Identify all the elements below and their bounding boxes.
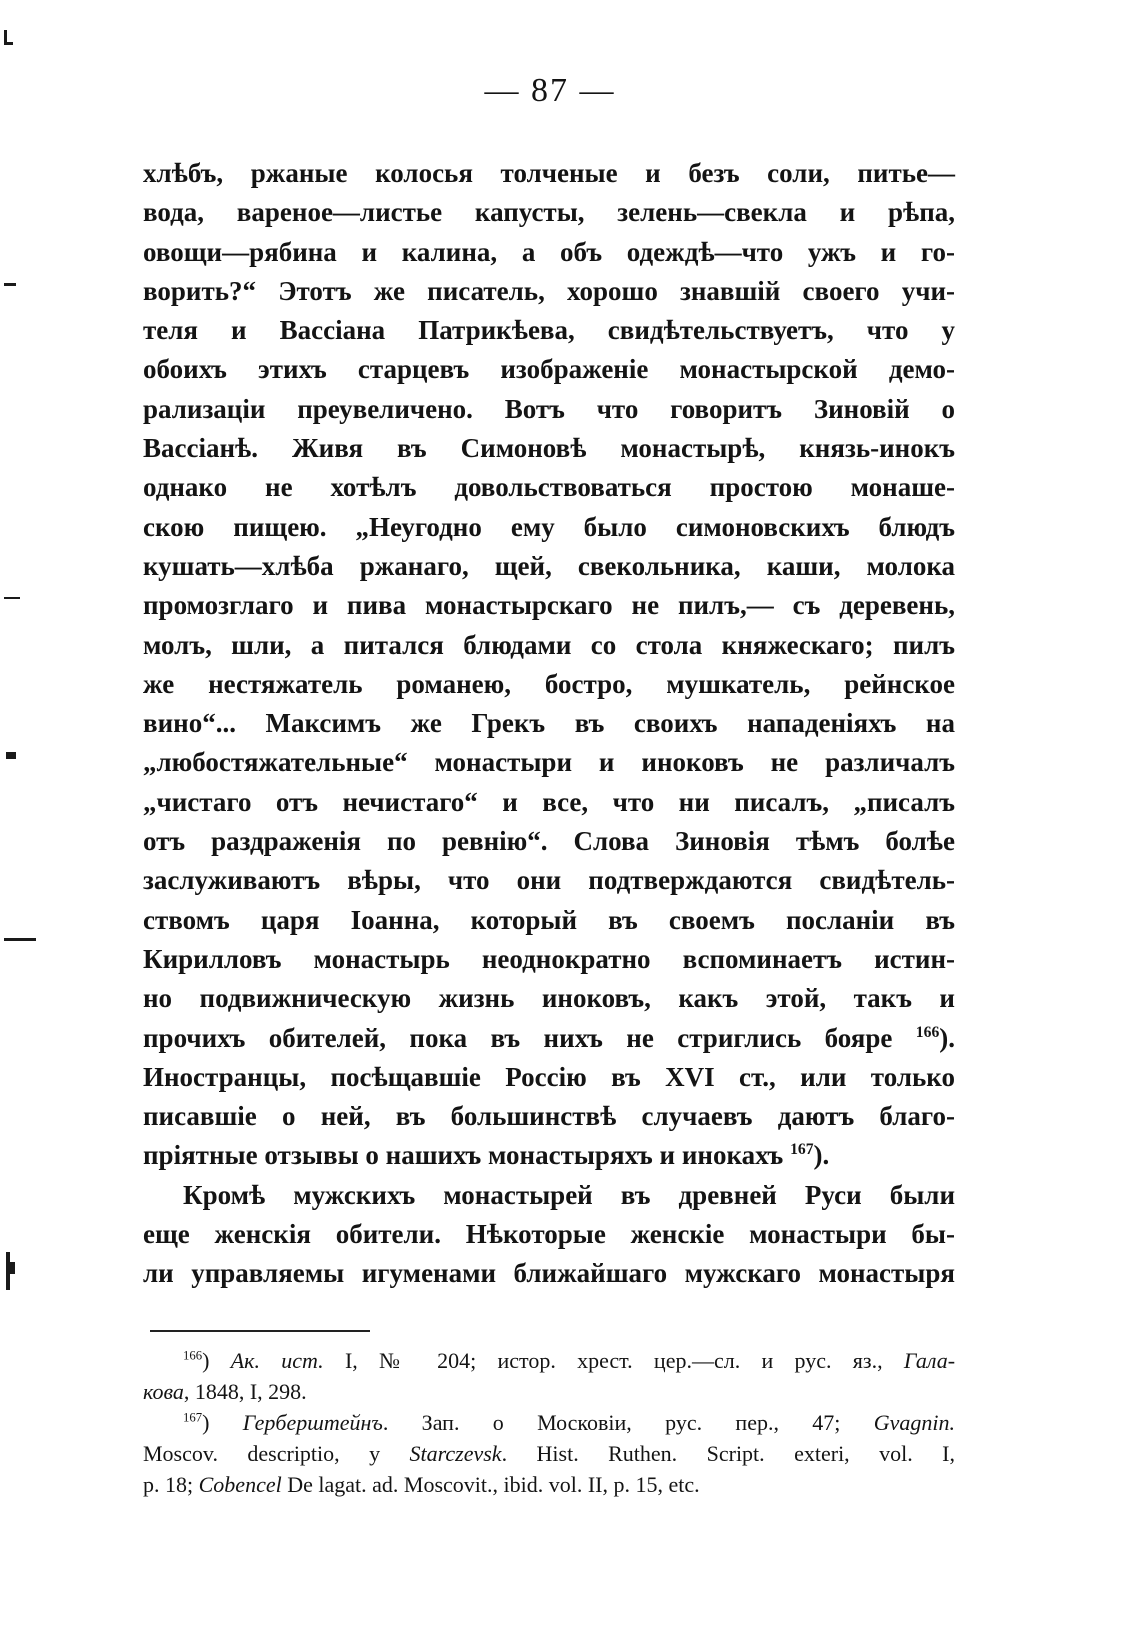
- text-line: рализаціи преувеличено. Вотъ что говоритъ Зиновій о: [143, 393, 955, 424]
- text-segment: пріятные отзывы о нашихъ монастыряхъ и инокахъ: [143, 1140, 784, 1171]
- footnote-text: . Hist. Ruthen. Script. exteri, vol. I,: [501, 1441, 955, 1466]
- text-line: ствомъ царя Іоанна, который въ своемъ посланіи въ: [143, 904, 955, 935]
- footnote-167-cont: [143, 1469, 955, 1500]
- footnote-166-cont: [143, 1376, 955, 1407]
- text-line: Иностранцы, посѣщавшіе Россію въ XVI ст., или только: [143, 1061, 955, 1092]
- text-segment: прочихъ обителей, пока въ нихъ не стриглись бояре: [143, 1022, 893, 1053]
- footnote-ref-166[interactable]: 166: [915, 1023, 940, 1041]
- footnote-text: Moscov. descriptio, y: [143, 1441, 381, 1466]
- text-line: ворить?“ Этотъ же писатель, хорошо знавшій своего учи-: [143, 275, 955, 306]
- text-line: хлѣбъ, ржаные колосья толченые и безъ соли, питье—: [143, 158, 955, 188]
- source-title: Ак. ист.: [230, 1348, 324, 1373]
- text-line: заслуживаютъ вѣры, что они подтверждаются свидѣтель-: [143, 865, 955, 896]
- scan-artifact: [4, 42, 13, 45]
- scan-artifact: [4, 938, 36, 941]
- text-line: кушать—хлѣба ржанаго, щей, свекольника, каши, молока: [143, 550, 955, 581]
- text-line-with-footnote-ref: [143, 1019, 955, 1058]
- scan-artifact: [4, 597, 20, 599]
- text-line: теля и Вассіана Патрикѣева, свидѣтельствуетъ, что у: [143, 315, 955, 346]
- author-name: Starczevsk: [409, 1441, 502, 1466]
- text-line: однако не хотѣлъ довольствоваться простою монаше-: [143, 472, 955, 503]
- text-line: овощи—рябина и калина, а объ одеждѣ—что ужъ и го-: [143, 236, 955, 267]
- footnote-text: I, № 204; истор. хрест. цер.—сл. и рус. яз.,: [323, 1348, 883, 1373]
- text-line: но подвижническую жизнь иноковъ, какъ этой, такъ и: [143, 983, 955, 1014]
- footnote-mark: 166: [183, 1348, 203, 1363]
- text-line: писавшіе о ней, въ большинствѣ случаевъ даютъ благо-: [143, 1101, 955, 1132]
- text-line: вода, вареное—листье капусты, зелень—свекла и рѣпа,: [143, 197, 955, 228]
- text-segment: ).: [939, 1022, 956, 1053]
- text-line: Кирилловъ монастырь неоднократно вспоминаетъ истин-: [143, 943, 955, 974]
- text-line: обоихъ этихъ старцевъ изображеніе монастырской демо-: [143, 354, 955, 385]
- footnotes: [143, 1345, 955, 1500]
- text-line: „любостяжательные“ монастыри и иноковъ не различалъ: [143, 747, 955, 778]
- text-line: отъ раздраженія по ревнію“. Слова Зиновія тѣмъ болѣе: [143, 826, 955, 857]
- footnote-text: De lagat. ad. Moscovit., ibid. vol. II, p. 15, etc.: [281, 1472, 700, 1497]
- author-name: Gvagnin.: [873, 1410, 956, 1435]
- text-line: же нестяжатель романею, бостро, мушкатель, рейнское: [143, 668, 955, 699]
- text-line: Вассіанѣ. Живя въ Симоновѣ монастырѣ, князь-инокъ: [143, 433, 955, 464]
- paragraph-start-line: Кромѣ мужскихъ монастырей въ древней Руси были: [183, 1179, 955, 1210]
- footnote-mark: 167: [183, 1410, 203, 1425]
- text-line: еще женскія обители. Нѣкоторые женскіе монастыри бы-: [143, 1219, 955, 1250]
- footnote-167: $^{167}$) Герберштейнъ. Зап. о Московіи, рус. пер., 47; Gvagnin.: [183, 1410, 956, 1435]
- footnote-text: . Зап. о Московіи, рус. пер., 47;: [382, 1410, 841, 1435]
- text-line: молъ, шли, а питался блюдами со стола княжескаго; пилъ: [143, 629, 955, 660]
- body-text: [143, 154, 955, 1294]
- scan-artifact: [10, 1262, 15, 1274]
- footnote-text: , 1848, I, 298.: [183, 1379, 307, 1404]
- text-line: скою пищею. „Неугодно ему было симоновскихъ блюдъ: [143, 511, 955, 542]
- text-line-with-footnote-ref: [143, 1136, 955, 1175]
- text-line: ли управляемы игуменами ближайшаго мужскаго монастыря: [143, 1258, 955, 1289]
- text-line: вино“... Максимъ же Грекъ въ своихъ нападеніяхъ на: [143, 708, 955, 739]
- scan-artifact: [6, 752, 16, 759]
- footnote-ref-167[interactable]: 167: [790, 1141, 814, 1159]
- scan-artifact: [4, 283, 16, 286]
- author-name: кова: [143, 1379, 184, 1404]
- page-number: — 87 —: [484, 72, 616, 109]
- text-segment: ).: [813, 1140, 830, 1171]
- footnote-divider: [150, 1330, 370, 1332]
- footnote-166: $^{166}$) Ак. ист. I, № 204; истор. хрест. цер.—сл. и рус. яз., Гала-: [183, 1348, 956, 1373]
- footnote-167-cont: [143, 1438, 955, 1469]
- text-line: „чистаго отъ нечистаго“ и все, что ни писалъ, „писалъ: [143, 786, 955, 817]
- author-name: Cobencel: [198, 1472, 282, 1497]
- text-line: промозглаго и пива монастырскаго не пилъ,— съ деревень,: [143, 590, 955, 621]
- author-name: Гала-: [903, 1348, 956, 1373]
- footnote-text: p. 18;: [143, 1472, 194, 1497]
- author-name: Герберштейнъ: [242, 1410, 383, 1435]
